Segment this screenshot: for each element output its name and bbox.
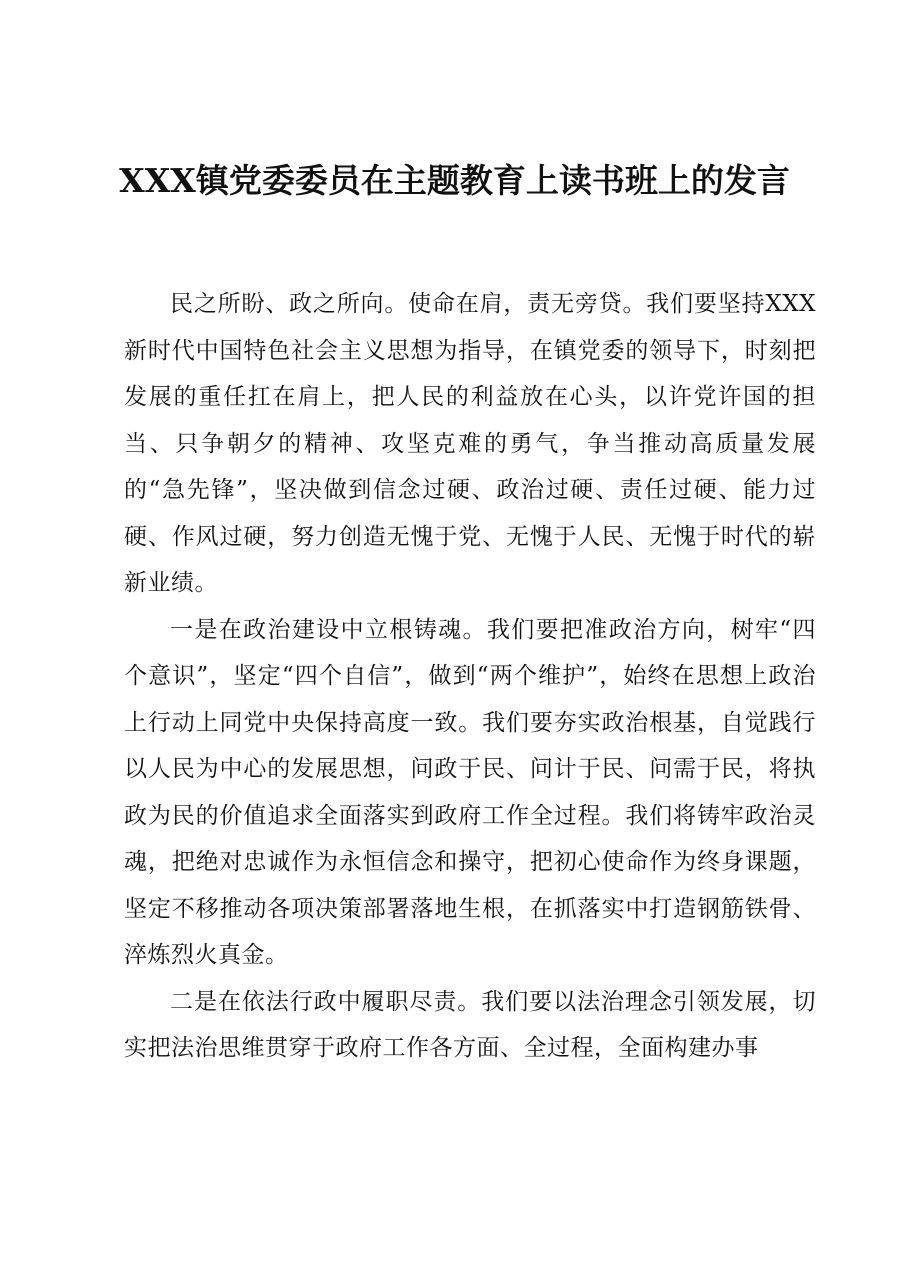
paragraph-intro: 民之所盼、政之所向。使命在肩，责无旁贷。我们要坚持XXX新时代中国特色社会主义思想为指导，在镇党委的领导下，时刻把发展的重任扛在肩上，把人民的利益放在心头，以许党许国的担当、只争朝夕的精神、攻坚克难的勇气，争当推动高质量发展的“急先锋”，坚决做到信念过硬、政治过硬、责任过硬、能力过硬、作风过硬，努力创造无愧于党、无愧于人民、无愧于时代的崭新业绩。: [124, 291, 816, 596]
document-body: [124, 281, 816, 1072]
paragraph-rule-of-law: 二是在依法行政中履职尽责。我们要以法治理念引领发展，切实把法治思维贯穿于政府工作各方面、全过程，全面构建办事: [124, 988, 816, 1061]
paragraph-political-construction: 一是在政治建设中立根铸魂。我们要把准政治方向，树牢“四个意识”，坚定“四个自信”，做到“两个维护”，始终在思想上政治上行动上同党中央保持高度一致。我们要夯实政治根基，自觉践行以人民为中心的发展思想，问政于民、问计于民、问需于民，将执政为民的价值追求全面落实到政府工作全过程。我们将铸牢政治灵魂，把绝对忠诚作为永恒信念和操守，把初心使命作为终身课题，坚定不移推动各项决策部署落地生根，在抓落实中打造钢筋铁骨、淬炼烈火真金。: [124, 616, 816, 968]
document-title: XXX镇党委委员在主题教育上读书班上的发言: [119, 161, 790, 200]
